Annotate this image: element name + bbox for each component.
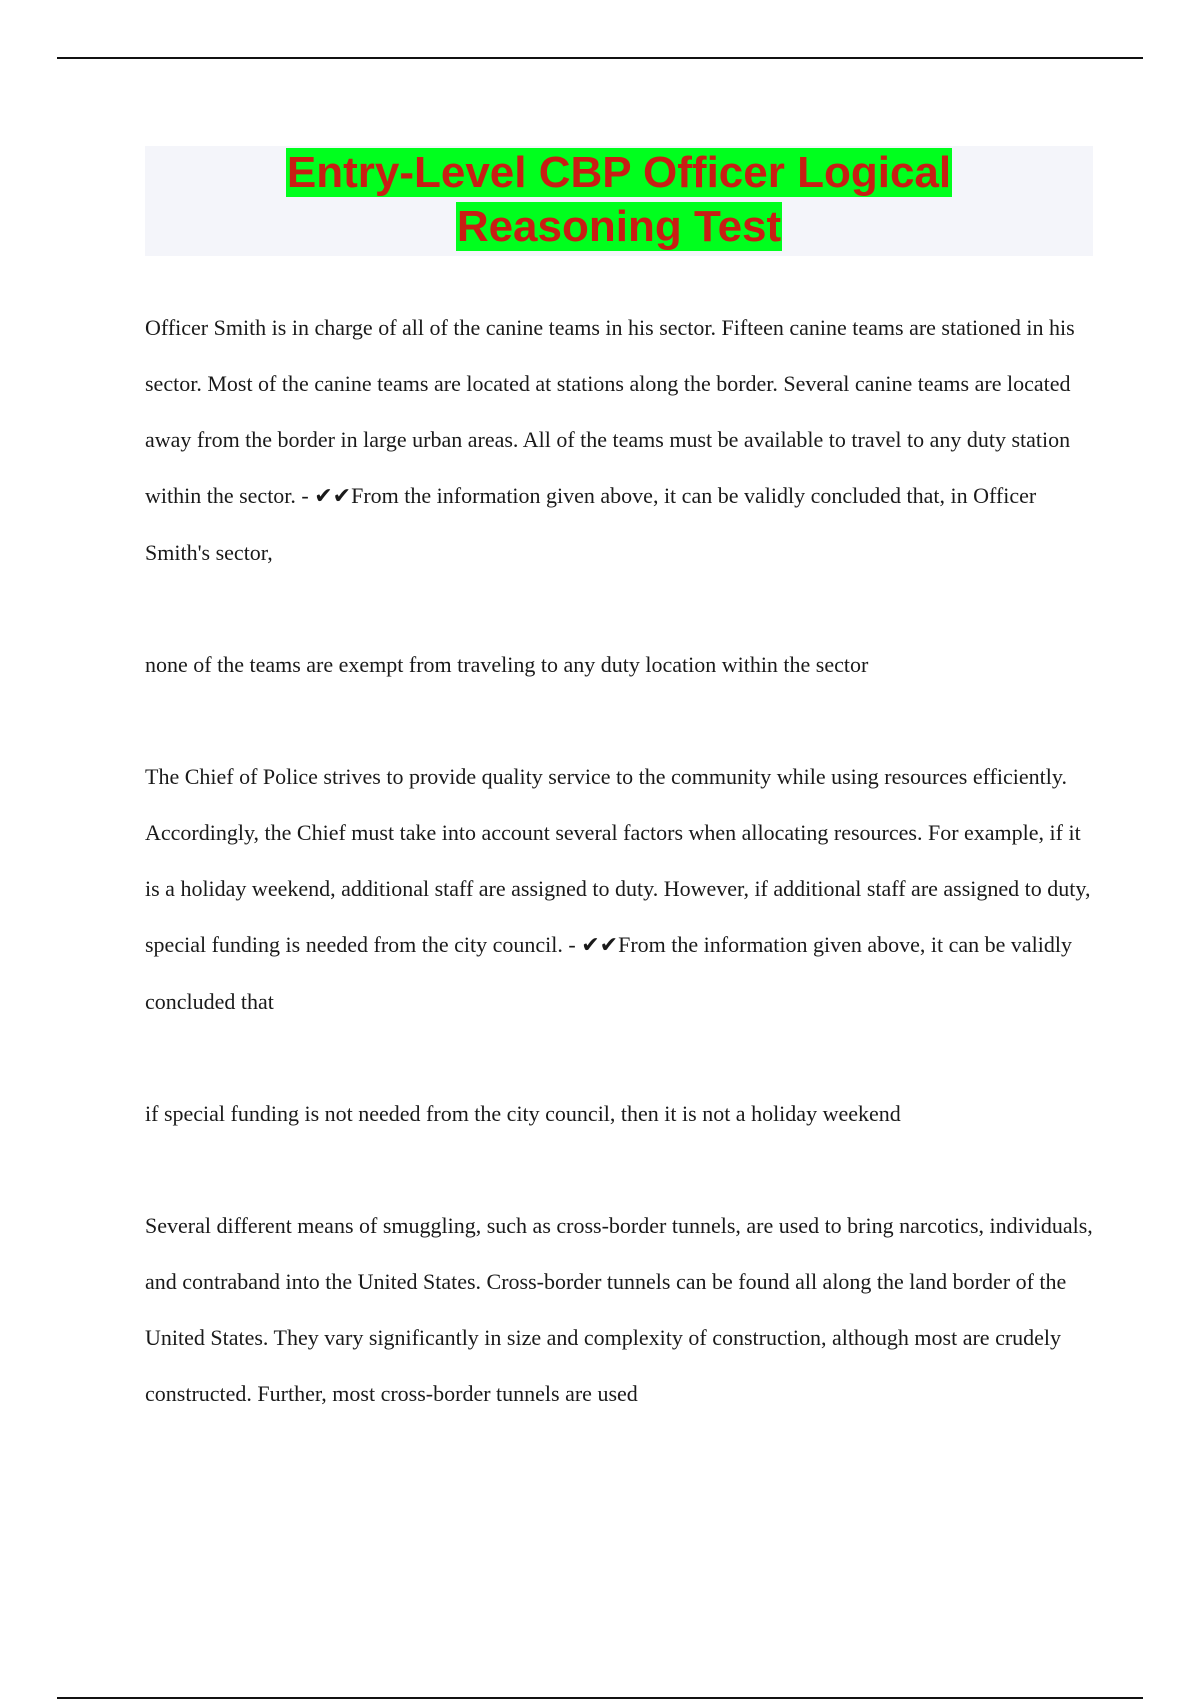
document-body — [145, 300, 1095, 1422]
spacer — [145, 693, 1095, 749]
footer-rule — [57, 1697, 1143, 1699]
question-text-1: Officer Smith is in charge of all of the canine teams in his sector. Fifteen canine teams are stationed in his sector. Most of the canine teams are located at stations along the border. Several canine teams are located away from the border in large urban areas. All of the teams must be available to travel to any duty station within the sector. - — [145, 315, 1075, 508]
title-text-1: Entry-Level CBP Officer Logical — [286, 148, 952, 197]
question-prompt-1: From the information given above, it can be validly concluded that, in Officer Smith's sector, — [145, 483, 1037, 565]
checkmark-icon: ✔✔ — [314, 484, 352, 509]
spacer — [145, 1030, 1095, 1086]
question-paragraph-3: Several different means of smuggling, such as cross-border tunnels, are used to bring narcotics, individuals, and contraband into the United States. Cross-border tunnels can be found all along the land border of the United States. They vary significantly in size and complexity of construction, although most are crudely constructed. Further, most cross-border tunnels are used — [145, 1213, 1093, 1406]
spacer — [145, 581, 1095, 637]
title-line-2 — [145, 200, 1093, 254]
question-text-2: The Chief of Police strives to provide quality service to the community while using resources efficiently. Accordingly, the Chief must take into account several factors when allocating resources. For example, if it is a holiday weekend, additional staff are assigned to duty. However, if additional staff are assigned to duty, special funding is needed from the city council. - — [145, 764, 1091, 957]
question-prompt-2: From the information given above, it can be validly concluded that — [145, 932, 1073, 1014]
checkmark-icon: ✔✔ — [581, 933, 619, 958]
spacer — [145, 1142, 1095, 1198]
answer-2: if special funding is not needed from the city council, then it is not a holiday weekend — [145, 1101, 901, 1126]
title-line-1 — [145, 146, 1093, 200]
title-text-2: Reasoning Test — [456, 202, 782, 251]
question-paragraph-1 — [145, 300, 1095, 581]
question-paragraph-2 — [145, 749, 1095, 1030]
title-banner — [145, 146, 1093, 256]
answer-1: none of the teams are exempt from traveling to any duty location within the sector — [145, 652, 869, 677]
header-rule — [57, 57, 1143, 59]
